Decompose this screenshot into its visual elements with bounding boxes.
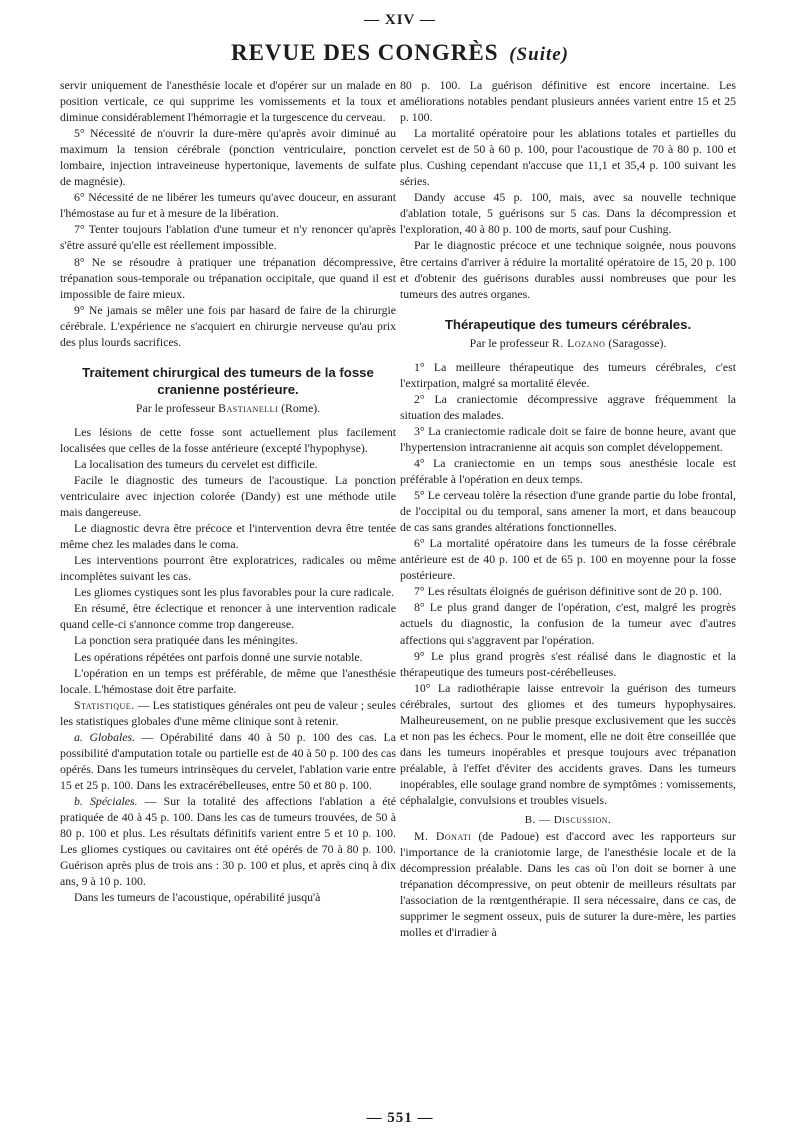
paragraph-statistique	[60, 697, 396, 729]
paragraph: 8° Ne se résoudre à pratiquer une trépanation décompressive, trépanation sous-temporale ou trépanation occipitale, que quand il est impossible de faire mieux.	[60, 254, 396, 301]
globales-text: — Opérabilité dans 40 à 50 p. 100 des cas. La possibilité d'amputation totale ou partielle est de 40 à 50 p. 100 des cas opérés. Dans les tumeurs intrinsèques du cervelet, l'ablation varie entre 15 et 25 p. 100. Dans les extracérébelleuses, entre 50 et 80 p. 100.	[60, 729, 396, 792]
numbered-item: 9° Le plus grand progrès s'est réalisé dans le diagnostic et la thérapeutique des tumeurs post-cérébelleuses.	[400, 648, 736, 679]
speciales-text: — Sur la totalité des affections l'ablation a été pratiquée de 40 à 45 p. 100. Dans les cas de tumeurs trouvées, de 50 à 80 p. 100 et plus. Les résultats définitifs varient entre 5 et 10 p. 100. Les gliomes cystiques ou cavitaires ont été opérés de 70 à 80 p. 100. Guérison après plus de trois ans : 30 p. 100 et plus, et après cinq à dix ans, 9 à 10 p. 100.	[60, 793, 396, 889]
numbered-item: 3° La craniectomie radicale doit se faire de bonne heure, avant que l'hypertension intracranienne ait acquis son complet développement.	[400, 423, 736, 454]
paragraph: Les opérations répétées ont parfois donné une survie notable.	[74, 649, 363, 664]
numbered-item: 6° La mortalité opératoire dans les tumeurs de la fosse cérébrale antérieure est de 40 p. 100 et de 65 p. 100 en moyenne pour la fosse postérieure.	[400, 536, 736, 583]
author-place: (Rome).	[281, 400, 321, 415]
paragraph: En résumé, être éclectique et renoncer à une intervention radicale quand celle-ci s'annonce comme trop dangereuse.	[60, 601, 396, 632]
paragraph: La localisation des tumeurs du cervelet est difficile.	[74, 456, 318, 471]
paragraph: 7° Tenter toujours l'ablation d'une tumeur et n'y renoncer qu'après s'être assuré qu'elle est réellement impossible.	[60, 222, 396, 253]
paragraph: La mortalité opératoire pour les ablations totales et partielles du cervelet est de 50 à 60 p. 100, pour l'acoustique de 70 à 80 p. 100 et plus. Cushing cependant n'accuse que 11,1 et 35,4 p. 100 suivant les séries.	[400, 126, 736, 189]
page-roman-numeral: — XIV —	[364, 12, 436, 28]
numbered-item: 4° La craniectomie en un temps sous anesthésie locale est préférable à l'opération en deux temps.	[400, 455, 736, 487]
paragraph: Les gliomes cystiques sont les plus favorables pour la cure radicale.	[74, 585, 395, 600]
journal-title	[0, 40, 800, 66]
statistique-text: — Les statistiques générales ont peu de valeur ; seules les statistiques globales d'une même clinique sont à retenir.	[60, 697, 396, 728]
statistique-label: Statistique.	[74, 697, 135, 712]
paragraph: 5° Nécessité de n'ouvrir la dure-mère qu'après avoir diminué au maximum la tension cérébrale (ponction ventriculaire, ponction lombaire, injection intraveineuse hypertonique, lavements de sulfate de magnésie).	[60, 126, 396, 189]
numbered-item: 5° Le cerveau tolère la résection d'une grande partie du lobe frontal, de l'occipital ou du temporal, sans amener la mort, et dans beaucoup de cas sans grandes altérations fonctionnelles.	[400, 488, 736, 535]
right-column	[400, 77, 736, 940]
page-number: — 551 —	[366, 1110, 434, 1126]
numbered-item: 8° Le plus grand danger de l'opération, c'est, malgré les progrès actuels du diagnostic, la confusion de la tumeur avec d'autres affections qui s'aggravent par l'opération.	[400, 600, 736, 647]
donati-name: M. Donati	[414, 829, 472, 844]
left-column	[60, 77, 396, 905]
paragraph: 9° Ne jamais se mêler une fois par hasard de faire de la chirurgie cérébrale. L'expérience ne s'acquiert en chirurgie nerveuse qu'au prix des plus lourds sacrifices.	[60, 302, 396, 349]
paragraph: 6° Nécessité de ne libérer les tumeurs qu'avec douceur, en assurant l'hémostase au fur et à mesure de la libération.	[60, 190, 396, 221]
section-heading-fosse-posterieure: Traitement chirurgical des tumeurs de la fosse cranienne postérieure.	[82, 364, 374, 397]
speciales-label: b. Spéciales.	[74, 793, 138, 808]
paragraph: Dans les tumeurs de l'acoustique, opérabilité jusqu'à	[74, 890, 321, 905]
paragraph: 80 p. 100. La guérison définitive est encore incertaine. Les améliorations notables pendant plusieurs années varient entre 15 et 25 p. 100.	[400, 78, 736, 125]
author-name: R. Lozano	[551, 335, 606, 350]
numbered-item: 2° La craniectomie décompressive aggrave fréquemment la situation des malades.	[400, 391, 736, 422]
paragraph: L'opération en un temps est préférable, de même que l'anesthésie locale. L'hémostase doit être parfaite.	[60, 665, 396, 696]
numbered-item: 7° Les résultats éloignés de guérison définitive sont de 20 p. 100.	[414, 584, 722, 599]
byline-prefix: Par le professeur	[469, 335, 549, 350]
paragraph: Les interventions pourront être exploratrices, radicales ou même incomplètes suivant les cas.	[60, 553, 396, 584]
paragraph-globales	[60, 729, 396, 793]
author-place: (Saragosse).	[608, 335, 667, 350]
paragraph-speciales	[60, 793, 396, 889]
byline-prefix: Par le professeur	[135, 400, 216, 415]
byline	[400, 335, 736, 351]
byline	[60, 400, 396, 416]
paragraph: Dandy accuse 45 p. 100, mais, avec sa nouvelle technique d'ablation totale, 5 guérisons sur 5 cas. Dans la décompression et l'exploration, 40 à 80 p. 100 de morts, sauf pour Cushing.	[400, 190, 736, 237]
journal-title-suite: (Suite)	[509, 44, 570, 65]
numbered-item: 10° La radiothérapie laisse entrevoir la guérison des tumeurs cérébrales, surtout des gliomes et des tumeurs hypophysaires. Malheureusement, on ne publie presque exclusivement que les succès et non pas les échecs. Pour le moment, elle ne doit être conseillée que dans les tumeurs inopérables et presque toujours avec trépanation préalable, à l'effet d'éviter des accidents graves. Dans les tumeurs inopérables, elle soulage grand nombre de symptômes : vomissements, céphalalgie, convulsions et troubles visuels.	[400, 680, 736, 807]
numbered-item: 1° La meilleure thérapeutique des tumeurs cérébrales, c'est l'extirpation, malgré sa mortalité élevée.	[400, 359, 736, 390]
paragraph: Par le diagnostic précoce et une technique soignée, nous pouvons être certains d'arriver à réduire la mortalité opératoire de 15, 20 p. 100 et d'obtenir des guérisons durables aussi nombreuses que pour les tumeurs des autres organes.	[400, 238, 736, 301]
section-heading-therapeutique: Thérapeutique des tumeurs cérébrales.	[444, 316, 692, 332]
journal-title-text: REVUE DES CONGRÈS	[230, 40, 499, 65]
globales-label: a. Globales.	[74, 729, 136, 744]
paragraph: Facile le diagnostic des tumeurs de l'acoustique. La ponction ventriculaire avec injection colorée (Dandy) est une méthode utile mais dangereuse.	[60, 472, 396, 520]
discussion-heading: B. — Discussion.	[524, 814, 612, 827]
author-name: Bastianelli	[218, 400, 279, 415]
paragraph: servir uniquement de l'anesthésie locale et d'opérer sur un malade en position verticale, ce qui supprime les vomissements et la toux et diminue considérablement l'hémorragie et la turgescence du cerveau.	[60, 78, 396, 125]
paragraph: Les lésions de cette fosse sont actuellement plus facilement localisées que celles de la fosse antérieure (excepté l'hypophyse).	[60, 424, 396, 455]
paragraph: Le diagnostic devra être précoce et l'intervention devra être tentée même chez les malades dans le coma.	[60, 521, 396, 552]
paragraph: La ponction sera pratiquée dans les méningites.	[74, 633, 298, 648]
donati-text: (de Padoue) est d'accord avec les rapporteurs sur l'importance de la craniotomie large, de l'anesthésie locale et de la décompression préalable. Dans les cas où l'on doit se borner à une trépanation décompressive, on peut obtenir de meilleurs résultats par l'association de la rœntgenthérapie. Il sera nécessaire, dans ce cas, de supprimer le segment osseux, puis de suturer la dure-mère, les parties molles et d'irradier à	[400, 829, 736, 940]
paragraph-donati	[400, 828, 736, 940]
